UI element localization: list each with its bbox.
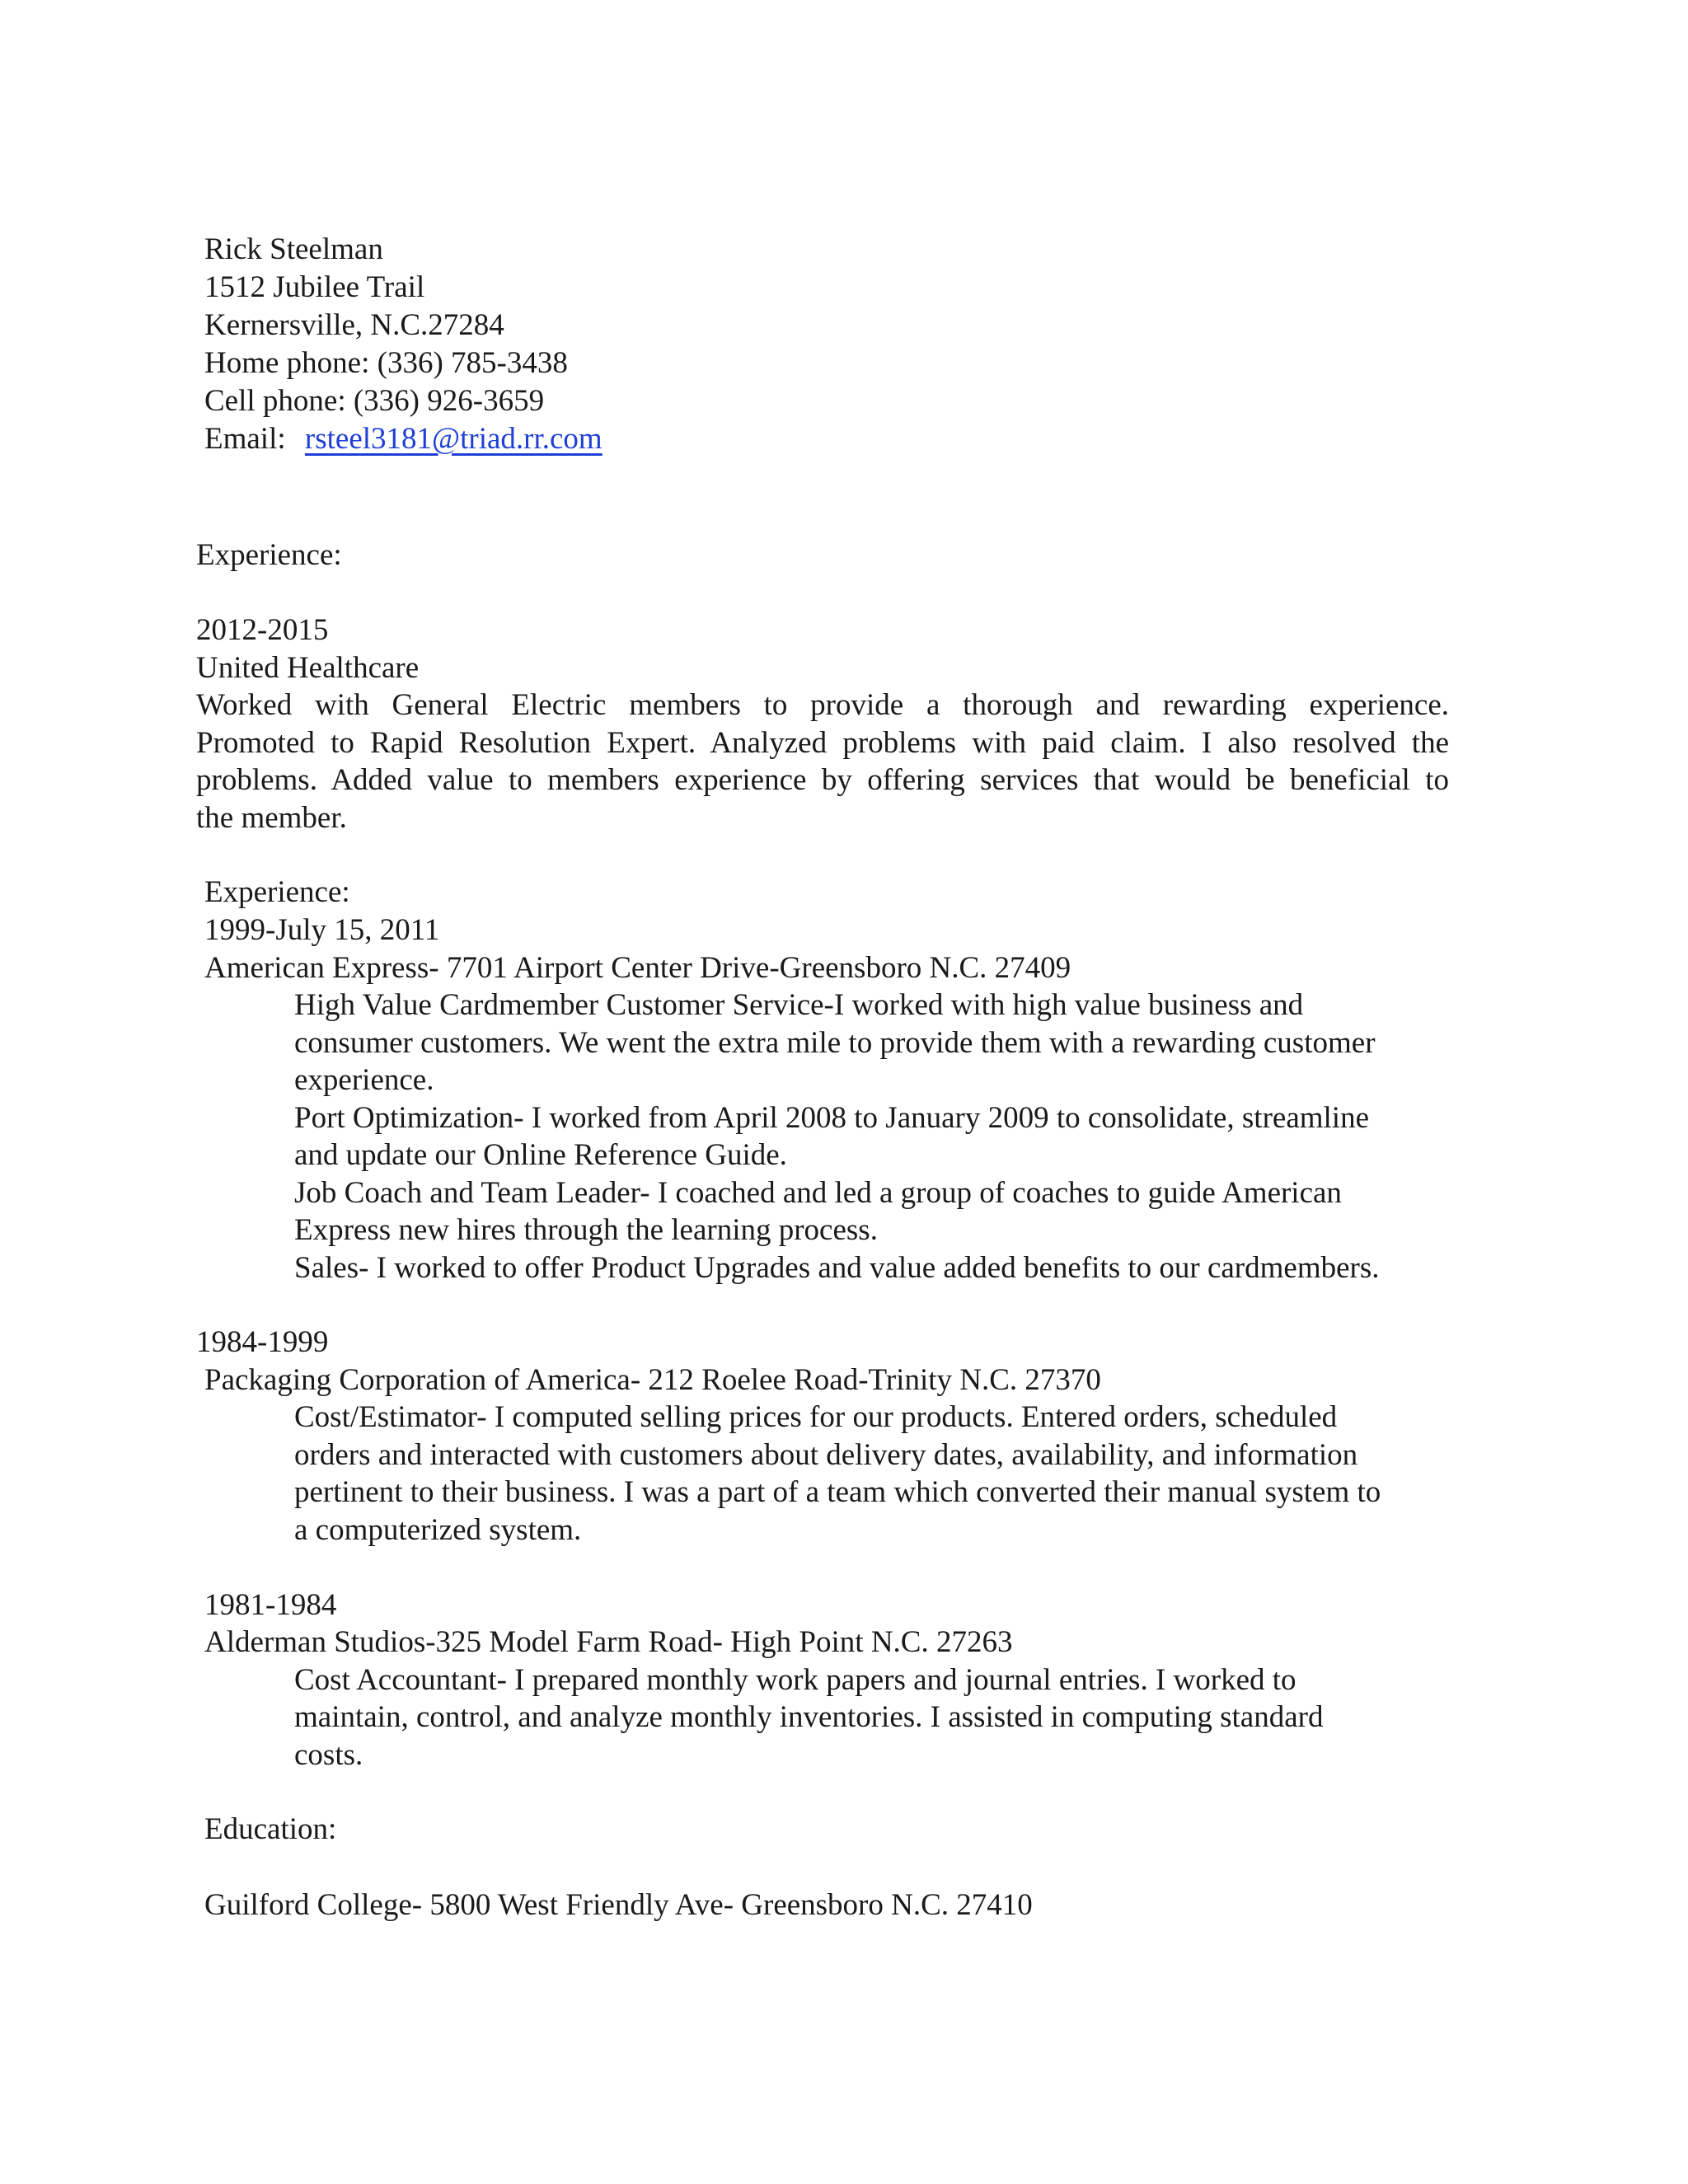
job-desc-2-line-3: experience. [294,1063,434,1097]
education-school: Guilford College- 5800 West Friendly Ave- Greensboro N.C. 27410 [204,1888,1033,1922]
job-desc-3-line-4: a computerized system. [294,1513,582,1547]
job-years-3: 1984-1999 [196,1325,329,1359]
job-desc-1-line-4: the member. [196,801,347,835]
job-desc-2-line-1: High Value Cardmember Customer Service-I worked with high value business and [294,988,1304,1022]
applicant-name: Rick Steelman [204,232,383,266]
cell-phone: Cell phone: (336) 926-3659 [204,384,545,418]
job-desc-4-line-1: Cost Accountant- I prepared monthly work papers and journal entries. I worked to [294,1663,1296,1697]
job-company-4: Alderman Studios-325 Model Farm Road- High Point N.C. 27263 [204,1625,1013,1659]
job-desc-2-line-6: Job Coach and Team Leader- I coached and led a group of coaches to guide American [294,1176,1342,1210]
job-desc-2-line-7: Express new hires through the learning process. [294,1213,878,1247]
job-years-2: 1999-July 15, 2011 [204,913,440,947]
job-company-3: Packaging Corporation of America- 212 Roelee Road-Trinity N.C. 27370 [204,1363,1101,1397]
address-line-2: Kernersville, N.C.27284 [204,308,504,342]
education-heading: Education: [204,1812,337,1846]
job-desc-3-line-1: Cost/Estimator- I computed selling prices for our products. Entered orders, scheduled [294,1400,1338,1434]
job-desc-1-line-3: problems. Added value to members experience by offering services that would be beneficial to [196,763,1449,797]
job-desc-1-line-2: Promoted to Rapid Resolution Expert. Analyzed problems with paid claim. I also resolved the [196,726,1449,760]
job-desc-4-line-3: costs. [294,1738,363,1772]
job-desc-3-line-2: orders and interacted with customers about delivery dates, availability, and information [294,1438,1358,1472]
job-desc-4-line-2: maintain, control, and analyze monthly inventories. I assisted in computing standard [294,1700,1324,1734]
experience-heading-1: Experience: [196,538,342,572]
job-years-4: 1981-1984 [204,1588,337,1622]
job-company-1: United Healthcare [196,651,420,685]
email-label: Email: [204,422,286,456]
job-desc-1-line-1: Worked with General Electric members to provide a thorough and rewarding experience. [196,688,1449,722]
job-years-1: 2012-2015 [196,613,329,647]
job-desc-2-line-4: Port Optimization- I worked from April 2008 to January 2009 to consolidate, streamline [294,1101,1369,1135]
job-company-2: American Express- 7701 Airport Center Drive-Greensboro N.C. 27409 [204,951,1071,985]
job-desc-3-line-3: pertinent to their business. I was a part of a team which converted their manual system to [294,1475,1381,1509]
home-phone: Home phone: (336) 785-3438 [204,346,568,380]
email-link[interactable]: rsteel3181@triad.rr.com [304,422,603,456]
job-desc-2-line-2: consumer customers. We went the extra mile to provide them with a rewarding customer [294,1026,1376,1060]
job-desc-2-line-8: Sales- I worked to offer Product Upgrades and value added benefits to our cardmembers. [294,1251,1380,1285]
job-desc-2-line-5: and update our Online Reference Guide. [294,1138,787,1172]
experience-heading-2: Experience: [204,875,350,909]
email-row [204,420,603,458]
address-line-1: 1512 Jubilee Trail [204,270,425,304]
